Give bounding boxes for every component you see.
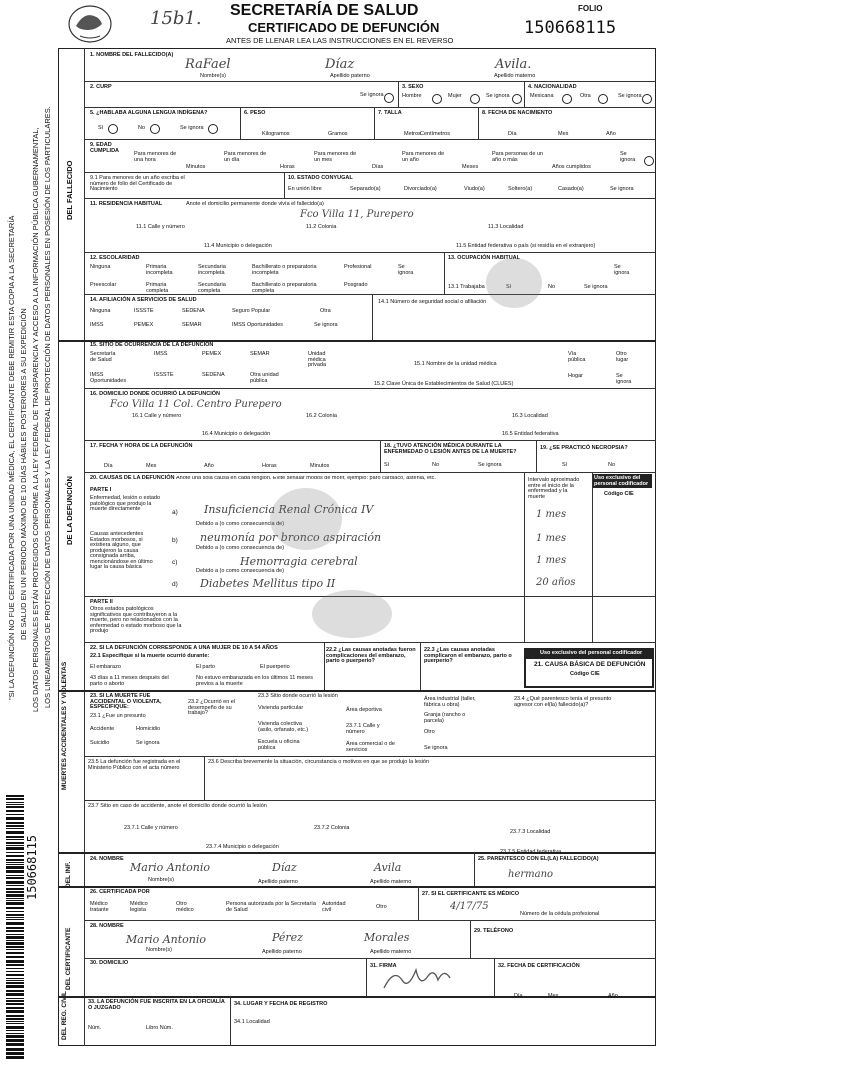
f8-dia: Día bbox=[508, 131, 517, 137]
f9-dias: Días bbox=[372, 164, 384, 170]
f20-parte2-desc: Otros estados patológicos significativos que contribuyeron a la muerte, pero no relacionados con la enfermedad o estado morboso que la produjo bbox=[90, 606, 182, 634]
f15-sedena: SEDENA bbox=[202, 372, 225, 378]
margin-notice-4: LOS LINEAMIENTOS DE PROTECCIÓN DE DATOS PERSONALES Y LA LEY FEDERAL DE PROTECCIÓN DE DATOS PERSONALES EN POSESIÓN DE LOS PARTICULARES. bbox=[43, 106, 52, 708]
f21-label: 21. CAUSA BÁSICA DE DEFUNCIÓN bbox=[534, 661, 646, 668]
f17-mes: Mes bbox=[146, 463, 157, 469]
f9-ignora: Se ignora bbox=[620, 151, 636, 163]
f26-label: 26. CERTIFICADA POR bbox=[90, 889, 150, 895]
f17-label: 17. FECHA Y HORA DE LA DEFUNCIÓN bbox=[90, 443, 193, 449]
f4-mexicana-option[interactable] bbox=[562, 94, 572, 104]
f5-label: 5. ¿HABLABA ALGUNA LENGUA INDÍGENA? bbox=[90, 110, 208, 116]
f10-separado: Separado(a) bbox=[350, 186, 381, 192]
f5-no-option[interactable] bbox=[150, 124, 160, 134]
f15-imss-op: IMSS Oportunidades bbox=[90, 372, 127, 384]
barcode bbox=[6, 795, 24, 1060]
f18-label: 18. ¿TUVO ATENCIÓN MÉDICA DURANTE LA ENFERMEDAD O LESIÓN ANTES DE LA MUERTE? bbox=[384, 443, 517, 455]
f20-int-d[interactable]: 20 años bbox=[536, 577, 576, 588]
f12-primaria-comp: Primaria completa bbox=[146, 282, 169, 294]
f20-causa-c[interactable]: Hemorragia cerebral bbox=[240, 555, 358, 568]
f21-exclusivo: Uso exclusivo del personal codificador bbox=[540, 650, 643, 656]
f20-causa-b[interactable]: neumonía por bronco aspiración bbox=[200, 531, 382, 544]
f9-menores-mes: Para menores de un mes bbox=[314, 151, 357, 163]
margin-notice-3: LOS DATOS PERSONALES ESTÁN PROTEGIDOS CONFORME A LA LEY FEDERAL DE TRANSPARENCIA Y ACCESO A LA INFORMACIÓN PÚBLICA GUBERNAMENTAL, bbox=[31, 127, 40, 712]
f23-calle: 23.7.1 Calle y número bbox=[346, 723, 380, 735]
f13-ignora: Se ignora bbox=[614, 264, 630, 276]
f28-materno-caption: Apellido materno bbox=[370, 949, 412, 955]
f16-calle: 16.1 Calle y número bbox=[132, 413, 182, 419]
f23-escuela: Escuela u oficina pública bbox=[258, 739, 300, 751]
f32-mes: Mes bbox=[548, 993, 559, 999]
f20-intervalo: Intervalo aproximado entre el inicio de la enfermedad y la muerte bbox=[528, 477, 580, 500]
f14-otra: Otra bbox=[320, 308, 331, 314]
f18-ignora: Se ignora bbox=[478, 462, 502, 468]
f12-label: 12. ESCOLARIDAD bbox=[90, 255, 140, 261]
f23-vivienda-colectiva: Vivienda colectiva (asilo, orfanato, etc.) bbox=[258, 721, 309, 733]
f26-tratante: Médico tratante bbox=[90, 901, 109, 913]
mexico-coat-of-arms-logo bbox=[66, 2, 114, 44]
f23-accidente: Accidente bbox=[90, 726, 115, 732]
f16-localidad: 16.3 Localidad bbox=[512, 413, 548, 419]
f9-menores-anio: Para menores de un año bbox=[402, 151, 445, 163]
f9-personas: Para personas de un año o más bbox=[492, 151, 544, 163]
f20-debido-3: Debido a (o como consecuencia de) bbox=[196, 568, 285, 574]
stamp-seal-1 bbox=[486, 258, 542, 308]
f16-label: 16. DOMICILIO DONDE OCURRIÓ LA DEFUNCIÓN bbox=[90, 391, 220, 397]
f3-mujer-option[interactable] bbox=[470, 94, 480, 104]
f3-label: 3. SEXO bbox=[402, 84, 424, 90]
f25-value[interactable]: hermano bbox=[508, 869, 554, 880]
margin-notice-2: DE SALUD EN UN PERIODO MÁXIMO DE 10 DÍAS HÁBILES POSTERIORES A SU EXPEDICIÓN bbox=[19, 308, 28, 640]
f15-pemex: PEMEX bbox=[202, 351, 222, 357]
f12-profesional: Profesional bbox=[344, 264, 372, 270]
f20-causa-d[interactable]: Diabetes Mellitus tipo II bbox=[200, 577, 336, 590]
f14-label: 14. AFILIACIÓN A SERVICIOS DE SALUD bbox=[90, 297, 197, 303]
f9-menores-hora: Para menores de una hora bbox=[134, 151, 177, 163]
f14-ignora: Se ignora bbox=[314, 322, 338, 328]
f15-semar: SEMAR bbox=[250, 351, 270, 357]
f9-menores-dia: Para menores de un día bbox=[224, 151, 267, 163]
f27-value[interactable]: 4/17/75 bbox=[450, 901, 489, 912]
f17-horas: Horas bbox=[262, 463, 277, 469]
f26-autoridad: Autoridad civil bbox=[322, 901, 346, 913]
f23-otro: Otro bbox=[424, 729, 435, 735]
handwritten-top-note: 15b1. bbox=[150, 8, 202, 29]
f19-si: Sí bbox=[562, 462, 568, 468]
f23-7-municipio: 23.7.4 Municipio o delegación bbox=[206, 844, 279, 850]
f33-label: 33. LA DEFUNCIÓN FUE INSCRITA EN LA OFICIALÍA O JUZGADO bbox=[88, 999, 225, 1011]
f6-label: 6. PESO bbox=[244, 110, 266, 116]
f15-nombre-unidad: 15.1 Nombre de la unidad médica bbox=[414, 361, 497, 367]
f15-hogar: Hogar bbox=[568, 373, 583, 379]
f10-casado: Casado(a) bbox=[558, 186, 584, 192]
f22-parto: El parto bbox=[196, 664, 215, 670]
section-muertes: MUERTES ACCIDENTALES Y VIOLENTAS bbox=[61, 661, 68, 790]
f15-imss: IMSS bbox=[154, 351, 168, 357]
f23-ignora: Se ignora bbox=[136, 740, 160, 746]
f20-causa-a[interactable]: Insuficiencia Renal Crónica IV bbox=[204, 503, 374, 516]
f4-otra-option[interactable] bbox=[598, 94, 608, 104]
f18-no: No bbox=[432, 462, 440, 468]
f10-label: 10. ESTADO CONYUGAL bbox=[288, 175, 353, 181]
f23-7-localidad: 23.7.3 Localidad bbox=[510, 829, 551, 835]
f10-divorciado: Divorciado(a) bbox=[404, 186, 437, 192]
f28-materno-value[interactable]: Morales bbox=[364, 931, 410, 944]
f5-si-option[interactable] bbox=[108, 124, 118, 134]
f12-secundaria-inc: Secundaria incompleta bbox=[198, 264, 226, 276]
f1-nombres-caption: Nombre(s) bbox=[200, 73, 226, 79]
f23-7-calle: 23.7.1 Calle y número bbox=[124, 825, 178, 831]
f33-num: Núm. bbox=[88, 1025, 102, 1031]
f13-trabajaba: 13.1 Trabajaba bbox=[448, 284, 485, 290]
f20-hint: Anote una sola causa en cada renglón. Evite señalar modos de morir, ejemplo: paro cardíaco, astenia, etc. bbox=[176, 476, 436, 481]
f15-otro-lugar: Otro lugar bbox=[616, 351, 629, 363]
f7-label: 7. TALLA bbox=[378, 110, 402, 116]
f18-si: Sí bbox=[384, 462, 390, 468]
f10-union: En unión libre bbox=[288, 186, 322, 192]
f23-comercial: Área comercial o de servicios bbox=[346, 741, 395, 753]
folio-number: 150668115 bbox=[524, 18, 617, 38]
f23-q4: 23.4 ¿Qué parentesco tenía el presunto agresor con el(la) fallecido(a)? bbox=[514, 696, 612, 708]
f14-nss: 14.1 Número de seguridad social o afiliación bbox=[378, 299, 487, 305]
f24-paterno-caption: Apellido paterno bbox=[258, 879, 298, 885]
f23-area-deportiva: Área deportiva bbox=[346, 707, 382, 713]
f20-antecedentes: Causas antecedentes Estados morbosos, si existiera alguno, que produjeron la causa consignada arriba, mencionándose en último lugar la causa básica bbox=[90, 531, 153, 570]
f31-label: 31. FIRMA bbox=[370, 963, 397, 969]
f11-localidad: 11.3 Localidad bbox=[488, 224, 524, 230]
f16-entidad: 16.5 Entidad federativa bbox=[502, 431, 559, 437]
f33-libro: Libro Núm. bbox=[146, 1025, 173, 1031]
f22-43dias: 43 días a 11 meses después del parto o aborto bbox=[90, 675, 169, 687]
f15-label: 15. SITIO DE OCURRENCIA DE LA DEFUNCIÓN bbox=[90, 342, 214, 348]
f12-ninguna: Ninguna bbox=[90, 264, 111, 270]
f12-primaria-inc: Primaria incompleta bbox=[146, 264, 173, 276]
f26-otro2: Otro bbox=[376, 904, 387, 910]
f32-label: 32. FECHA DE CERTIFICACIÓN bbox=[498, 963, 580, 969]
f19-no: No bbox=[608, 462, 616, 468]
f23-ignora-sitio: Se ignora bbox=[424, 745, 448, 751]
f16-municipio: 16.4 Municipio o delegación bbox=[202, 431, 271, 437]
f10-ignora: Se ignora bbox=[610, 186, 634, 192]
f19-label: 19. ¿SE PRACTICÓ NECROPSIA? bbox=[540, 445, 628, 451]
f7-cm: Centímetros bbox=[420, 131, 450, 137]
barcode-number: 150668115 bbox=[25, 834, 39, 900]
f3-ignora: Se ignora bbox=[486, 93, 510, 99]
f4-otra: Otra bbox=[580, 93, 591, 99]
signature bbox=[380, 964, 460, 994]
f12-bach-inc: Bachillerato o preparatoria incompleta bbox=[252, 264, 317, 276]
f23-q5: 23.5 La defunción fue registrada en el Ministerio Público con el acta número bbox=[88, 759, 181, 771]
f22-q1: 22.1 Especifique si la muerte ocurrió durante: bbox=[90, 653, 210, 659]
f20-codigo: Código CIE bbox=[604, 491, 634, 497]
f24-paterno-value[interactable]: Díaz bbox=[272, 861, 297, 874]
f20-debido-1: Debido a (o como consecuencia de) bbox=[196, 521, 285, 527]
f2-ignora-option[interactable] bbox=[384, 93, 394, 103]
f15-ignora: Se ignora bbox=[616, 373, 632, 385]
f22-label: 22. SI LA DEFUNCIÓN CORRESPONDE A UNA MUJER DE 10 A 54 AÑOS bbox=[90, 645, 278, 651]
form-subtitle: CERTIFICADO DE DEFUNCIÓN bbox=[248, 20, 440, 35]
f6-kg: Kilogramos bbox=[262, 131, 290, 137]
f4-ignora: Se ignora bbox=[618, 93, 642, 99]
f12-posgrado: Posgrado bbox=[344, 282, 368, 288]
section-defuncion: DE LA DEFUNCIÓN bbox=[65, 476, 74, 545]
f15-via-publica: Vía pública bbox=[568, 351, 586, 363]
f27-cedula: Número de la cédula profesional bbox=[520, 911, 600, 917]
f24-label: 24. NOMBRE bbox=[90, 856, 124, 862]
f1-materno-value[interactable]: Avila. bbox=[495, 57, 532, 72]
f1-nombre-value[interactable]: RaFael bbox=[185, 57, 231, 72]
margin-notice-1: "SI LA DEFUNCIÓN NO FUE CERTIFICADA POR UNA UNIDAD MÉDICA, EL CERTIFICANTE DEBE REMITIR ESTA COPIA A LA SECRETARÍA bbox=[7, 215, 16, 700]
f14-sedena: SEDENA bbox=[182, 308, 205, 314]
f3-hombre: Hombre bbox=[402, 93, 422, 99]
f32-anio: Año bbox=[608, 993, 618, 999]
f28-nombre-value[interactable]: Mario Antonio bbox=[126, 933, 207, 946]
f17-dia: Día bbox=[104, 463, 113, 469]
f14-semar: SEMAR bbox=[182, 322, 202, 328]
f20-int-c[interactable]: 1 mes bbox=[536, 555, 567, 566]
f20-int-a[interactable]: 1 mes bbox=[536, 509, 567, 520]
f17-minutos: Minutos bbox=[310, 463, 330, 469]
f22-q2: 22.2 ¿Las causas anotadas fueron complicaciones del embarazo, parto o puerperio? bbox=[326, 647, 416, 664]
f23-homicidio: Homicidio bbox=[136, 726, 161, 732]
f9-1-label: 9.1 Para menores de un año escriba el número de folio del Certificado de Nacimiento bbox=[90, 175, 185, 192]
f12-preescolar: Preescolar bbox=[90, 282, 117, 288]
f30-label: 30. DOMICILIO bbox=[90, 960, 129, 966]
f12-secundaria-comp: Secundaria completa bbox=[198, 282, 226, 294]
section-certificante: DEL CERTIFICANTE bbox=[65, 927, 72, 990]
f20-parte2: PARTE II bbox=[90, 599, 113, 605]
f11-entidad: 11.5 Entidad federativa o país (si residía en el extranjero) bbox=[456, 243, 596, 249]
f4-mexicana: Mexicana bbox=[530, 93, 554, 99]
f5-si: Sí bbox=[98, 125, 104, 131]
f20-label: 20. CAUSAS DE LA DEFUNCIÓN bbox=[90, 475, 175, 481]
f34-localidad: 34.1 Localidad bbox=[234, 1019, 270, 1025]
section-fallecido: DEL FALLECIDO bbox=[65, 160, 74, 220]
f24-nombres-caption: Nombre(s) bbox=[148, 877, 174, 883]
f14-imss-op: IMSS Oportunidades bbox=[232, 322, 284, 328]
section-informante: DEL INF. bbox=[65, 861, 72, 888]
f2-label: 2. CURP bbox=[90, 84, 112, 90]
f5-ignora: Se ignora bbox=[180, 125, 204, 131]
f14-issste: ISSSTE bbox=[134, 308, 154, 314]
f13-si: Sí bbox=[506, 284, 512, 290]
f15-otra-publica: Otra unidad pública bbox=[250, 372, 279, 384]
f22-no-embarazada: No estuvo embarazada en los últimos 11 meses previos a la muerte bbox=[196, 675, 313, 687]
f10-viudo: Viudo(a) bbox=[464, 186, 485, 192]
f22-puerperio: El puerperio bbox=[260, 664, 290, 670]
f23-7-entidad: 23.7.5 Entidad federativa bbox=[500, 849, 562, 855]
f14-imss: IMSS bbox=[90, 322, 104, 328]
f28-nombres-caption: Nombre(s) bbox=[146, 947, 172, 953]
f1-paterno-caption: Apellido paterno bbox=[330, 73, 370, 79]
f5-no: No bbox=[138, 125, 146, 131]
f9-meses: Meses bbox=[462, 164, 479, 170]
f11-municipio: 11.4 Municipio o delegación bbox=[204, 243, 272, 249]
f9-anios: Años cumplidos bbox=[552, 164, 591, 170]
f20-debido-2: Debido a (o como consecuencia de) bbox=[196, 545, 285, 551]
f22-q3: 22.3 ¿Las causas anotadas complicaron el embarazo, parto o puerperio? bbox=[424, 647, 512, 664]
f28-paterno-value[interactable]: Pérez bbox=[272, 931, 303, 944]
f26-autorizada: Persona autorizada por la Secretaría de Salud bbox=[226, 901, 316, 913]
f5-ignora-option[interactable] bbox=[208, 124, 218, 134]
f25-label: 25. PARENTESCO CON EL(LA) FALLECIDO(A) bbox=[478, 856, 599, 862]
f1-materno-caption: Apellido materno bbox=[494, 73, 536, 79]
f11-hint: Anote el domicilio permanente donde vivía el fallecido(a) bbox=[186, 201, 324, 207]
f3-ignora-option[interactable] bbox=[512, 94, 522, 104]
stamp-seal-3 bbox=[312, 590, 392, 638]
f20-exclusivo: Uso exclusivo del personal codificador bbox=[594, 475, 649, 487]
f10-soltero: Soltero(a) bbox=[508, 186, 533, 192]
f1-label: 1. NOMBRE DEL FALLECIDO(A) bbox=[90, 52, 174, 58]
f28-label: 28. NOMBRE bbox=[90, 923, 124, 929]
f9-ignora-option[interactable] bbox=[644, 156, 654, 166]
f24-nombre-value[interactable]: Mario Antonio bbox=[130, 861, 211, 874]
f1-paterno-value[interactable]: Díaz bbox=[325, 57, 355, 72]
f23-q2: 23.2 ¿Ocurrió en el desempeño de su trabajo? bbox=[188, 699, 236, 716]
f13-ignora2: Se ignora bbox=[584, 284, 608, 290]
f11-colonia: 11.2 Colonia bbox=[306, 224, 337, 230]
f20-parte1-desc: Enfermedad, lesión o estado patológico que produjo la muerte directamente bbox=[90, 495, 161, 512]
f14-seguro-popular: Seguro Popular bbox=[232, 308, 271, 314]
f15-ssa: Secretaría de Salud bbox=[90, 351, 116, 363]
f22-embarazo: El embarazo bbox=[90, 664, 121, 670]
f20-int-b[interactable]: 1 mes bbox=[536, 533, 567, 544]
f16-colonia: 16.2 Colonia bbox=[306, 413, 337, 419]
f12-ignora: Se ignora bbox=[398, 264, 414, 276]
f8-anio: Año bbox=[606, 131, 616, 137]
f17-anio: Año bbox=[204, 463, 214, 469]
f20-parte1: PARTE I bbox=[90, 487, 112, 493]
f24-materno-value[interactable]: Avila bbox=[374, 861, 402, 874]
f15-issste: ISSSTE bbox=[154, 372, 174, 378]
f15-clues: 15.2 Clave Única de Establecimientos de Salud (CLUES) bbox=[374, 381, 514, 387]
f9-horas: Horas bbox=[280, 164, 295, 170]
f27-label: 27. SI EL CERTIFICANTE ES MÉDICO bbox=[422, 891, 520, 897]
form-title: SECRETARÍA DE SALUD bbox=[230, 2, 419, 19]
f26-otro: Otro médico bbox=[176, 901, 194, 913]
f13-no: No bbox=[548, 284, 556, 290]
folio-label: FOLIO bbox=[578, 4, 603, 13]
f23-industrial: Área industrial (taller, fábrica u obra) bbox=[424, 696, 476, 708]
f8-mes: Mes bbox=[558, 131, 569, 137]
f32-dia: Día bbox=[514, 993, 523, 999]
f13-label: 13. OCUPACIÓN HABITUAL bbox=[448, 255, 521, 261]
f2-ignora: Se ignora bbox=[360, 92, 384, 98]
f3-hombre-option[interactable] bbox=[432, 94, 442, 104]
instructions-note: ANTES DE LLENAR LEA LAS INSTRUCCIONES EN EL REVERSO bbox=[226, 36, 454, 45]
f23-granja: Granja (rancho o parcela) bbox=[424, 712, 466, 724]
f23-label: 23. SI LA MUERTE FUE ACCIDENTAL O VIOLENTA, ESPECIFIQUE: bbox=[90, 693, 162, 710]
f11-value[interactable]: Fco Villa 11, Purepero bbox=[300, 209, 414, 220]
f24-materno-caption: Apellido materno bbox=[370, 879, 412, 885]
f4-label: 4. NACIONALIDAD bbox=[528, 84, 577, 90]
f26-legista: Médico legista bbox=[130, 901, 148, 913]
f23-q3: 23.3 Sitio donde ocurrió la lesión bbox=[258, 693, 338, 699]
stamp-seal-2 bbox=[270, 488, 342, 550]
f23-q7: 23.7 Sitio en caso de accidente, anote el domicilio donde ocurrió la lesión bbox=[88, 803, 267, 809]
f4-ignora-option[interactable] bbox=[642, 94, 652, 104]
f7-m: Metros bbox=[404, 131, 421, 137]
f29-label: 29. TELÉFONO bbox=[474, 928, 514, 934]
f23-vivienda-particular: Vivienda particular bbox=[258, 705, 304, 711]
f34-label: 34. LUGAR Y FECHA DE REGISTRO bbox=[234, 1001, 328, 1007]
f3-mujer: Mujer bbox=[448, 93, 462, 99]
f8-label: 8. FECHA DE NACIMIENTO bbox=[482, 110, 553, 116]
f23-q1: 23.1 ¿Fue un presunto bbox=[90, 713, 146, 719]
f21-codigo: Código CIE bbox=[570, 671, 600, 677]
f23-suicidio: Suicidio bbox=[90, 740, 110, 746]
f14-pemex: PEMEX bbox=[134, 322, 154, 328]
f12-bach-comp: Bachillerato o preparatoria completa bbox=[252, 282, 317, 294]
f11-label: 11. RESIDENCIA HABITUAL bbox=[90, 201, 163, 207]
f11-calle: 11.1 Calle y número bbox=[136, 224, 185, 230]
f6-g: Gramos bbox=[328, 131, 348, 137]
f23-q6: 23.6 Describa brevemente la situación, circunstancia o motivos en que se produjo la lesión bbox=[208, 759, 430, 765]
f16-value[interactable]: Fco Villa 11 Col. Centro Purepero bbox=[110, 399, 282, 410]
f9-minutos: Minutos bbox=[186, 164, 206, 170]
f28-paterno-caption: Apellido paterno bbox=[262, 949, 302, 955]
f9-label: 9. EDAD CUMPLIDA bbox=[90, 142, 120, 154]
section-registro: DEL REG. CIVIL bbox=[61, 991, 68, 1040]
f23-7-colonia: 23.7.2 Colonia bbox=[314, 825, 350, 831]
f15-privada: Unidad médica privada bbox=[308, 351, 327, 368]
f14-ninguna: Ninguna bbox=[90, 308, 111, 314]
